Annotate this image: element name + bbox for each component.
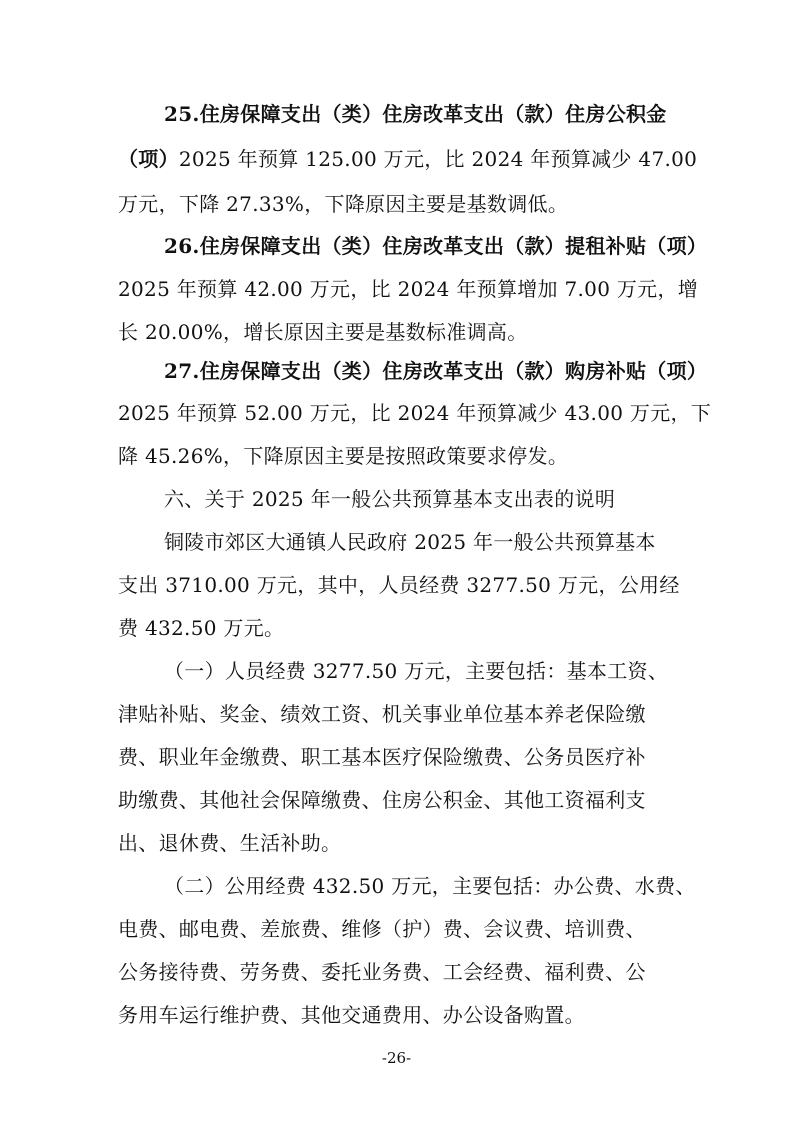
item-27-heading: 27.住房保障支出（类）住房改革支出（款）购房补贴（项） xyxy=(164,359,708,383)
item-25-heading-cont: （项） xyxy=(118,147,179,171)
page-number: -26- xyxy=(381,1049,412,1067)
item-26-body-line1: 2025 年预算 42.00 万元，比 2024 年预算增加 7.00 万元，增 xyxy=(118,277,699,301)
item-27-body-line2: 降 45.26%，下降原因主要是按照政策要求停发。 xyxy=(118,444,569,468)
personnel-line-3: 费、职业年金缴费、职工基本医疗保险缴费、公务员医疗补 xyxy=(118,745,646,769)
item-27-body-line1: 2025 年预算 52.00 万元，比 2024 年预算减少 43.00 万元，下 xyxy=(118,401,712,425)
personnel-line-4: 助缴费、其他社会保障缴费、住房公积金、其他工资福利支 xyxy=(118,788,646,812)
summary-line-2: 支出 3710.00 万元，其中，人员经费 3277.50 万元，公用经 xyxy=(118,573,680,597)
public-line-3: 公务接待费、劳务费、委托业务费、工会经费、福利费、公 xyxy=(118,960,646,984)
section-title: 六、关于 2025 年一般公共预算基本支出表的说明 xyxy=(164,487,616,511)
item-25-body-line1: 2025 年预算 125.00 万元，比 2024 年预算减少 47.00 xyxy=(178,147,698,171)
summary-line-3: 费 432.50 万元。 xyxy=(118,616,285,640)
item-26-heading: 26.住房保障支出（类）住房改革支出（款）提租补贴（项） xyxy=(164,234,708,258)
item-25-body-line xyxy=(118,145,697,173)
item-25-heading: 25.住房保障支出（类）住房改革支出（款）住房公积金 xyxy=(164,102,667,126)
personnel-line-2: 津贴补贴、奖金、绩效工资、机关事业单位基本养老保险缴 xyxy=(118,702,646,726)
personnel-line-1: （一）人员经费 3277.50 万元，主要包括：基本工资、 xyxy=(164,659,669,683)
public-line-2: 电费、邮电费、差旅费、维修（护）费、会议费、培训费、 xyxy=(118,917,646,941)
item-25-body-line2: 万元，下降 27.33%，下降原因主要是基数调低。 xyxy=(118,192,569,216)
personnel-line-5: 出、退休费、生活补助。 xyxy=(118,831,342,855)
public-line-4: 务用车运行维护费、其他交通费用、办公设备购置。 xyxy=(118,1003,585,1027)
item-26-body-line2: 长 20.00%，增长原因主要是基数标准调高。 xyxy=(118,320,528,344)
public-line-1: （二）公用经费 432.50 万元，主要包括：办公费、水费、 xyxy=(164,874,696,898)
summary-line-1: 铜陵市郊区大通镇人民政府 2025 年一般公共预算基本 xyxy=(164,530,656,554)
